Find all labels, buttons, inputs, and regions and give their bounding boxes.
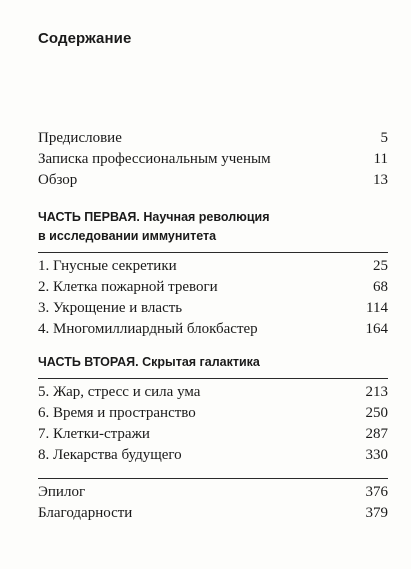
toc-entry-title: 2. Клетка пожарной тревоги [38, 279, 218, 295]
toc-entry-title: Обзор [38, 172, 78, 188]
toc-entry-page: 68 [373, 279, 388, 295]
part-two-section [38, 353, 388, 466]
toc-entry-preface[interactable] [38, 128, 388, 149]
toc-entry-chapter-1[interactable] [38, 256, 388, 277]
toc-entry-title: Эпилог [38, 484, 86, 500]
toc-entry-page: 5 [380, 130, 388, 146]
toc-entry-title: Записка профессиональным ученым [38, 151, 271, 167]
toc-entry-title: 8. Лекарства будущего [38, 447, 182, 463]
toc-entry-chapter-8[interactable] [38, 445, 388, 466]
toc-entry-title: 7. Клетки-стражи [38, 426, 150, 442]
back-matter-divider [38, 478, 388, 479]
toc-entry-epilogue[interactable] [38, 482, 388, 503]
toc-entry-title: Благодарности [38, 505, 133, 521]
part-one-title-line1: Научная революция [143, 210, 270, 224]
toc-entry-chapter-7[interactable] [38, 424, 388, 445]
part-one-title-line2: в исследовании иммунитета [38, 229, 217, 243]
toc-entry-note[interactable] [38, 149, 388, 170]
part-one-label: ЧАСТЬ ПЕРВАЯ. [38, 210, 140, 224]
toc-entry-title: 6. Время и пространство [38, 405, 196, 421]
toc-entry-page: 287 [365, 426, 388, 442]
toc-entry-page: 330 [365, 447, 388, 463]
part-one-section [38, 208, 388, 340]
part-two-divider [38, 378, 388, 379]
part-two-title-line1: Скрытая галактика [142, 355, 260, 369]
toc-entry-page: 213 [365, 384, 388, 400]
toc-entry-title: 4. Многомиллиардный блокбастер [38, 321, 258, 337]
toc-entry-page: 11 [373, 151, 388, 167]
part-one-divider [38, 252, 388, 253]
toc-entry-title: Предисловие [38, 130, 122, 146]
back-matter-list [38, 472, 388, 524]
part-two-label: ЧАСТЬ ВТОРАЯ. [38, 355, 139, 369]
toc-entry-title: 3. Укрощение и власть [38, 300, 183, 316]
toc-entry-page: 379 [365, 505, 388, 521]
toc-entry-page: 250 [365, 405, 388, 421]
toc-entry-acknowledgements[interactable] [38, 503, 388, 524]
toc-entry-page: 13 [373, 172, 388, 188]
toc-entry-page: 114 [366, 300, 388, 316]
toc-entry-title: 5. Жар, стресс и сила ума [38, 384, 201, 400]
front-matter-list [38, 128, 388, 191]
toc-entry-overview[interactable] [38, 170, 388, 191]
toc-entry-title: 1. Гнусные секретики [38, 258, 177, 274]
toc-entry-chapter-3[interactable] [38, 298, 388, 319]
toc-entry-page: 25 [373, 258, 388, 274]
toc-entry-chapter-4[interactable] [38, 319, 388, 340]
toc-entry-chapter-6[interactable] [38, 403, 388, 424]
toc-entry-chapter-2[interactable] [38, 277, 388, 298]
part-two-heading [38, 353, 388, 372]
part-one-heading [38, 208, 388, 227]
toc-title: Содержание [38, 30, 132, 47]
toc-entry-page: 164 [365, 321, 388, 337]
toc-entry-page: 376 [365, 484, 388, 500]
toc-entry-chapter-5[interactable] [38, 382, 388, 403]
